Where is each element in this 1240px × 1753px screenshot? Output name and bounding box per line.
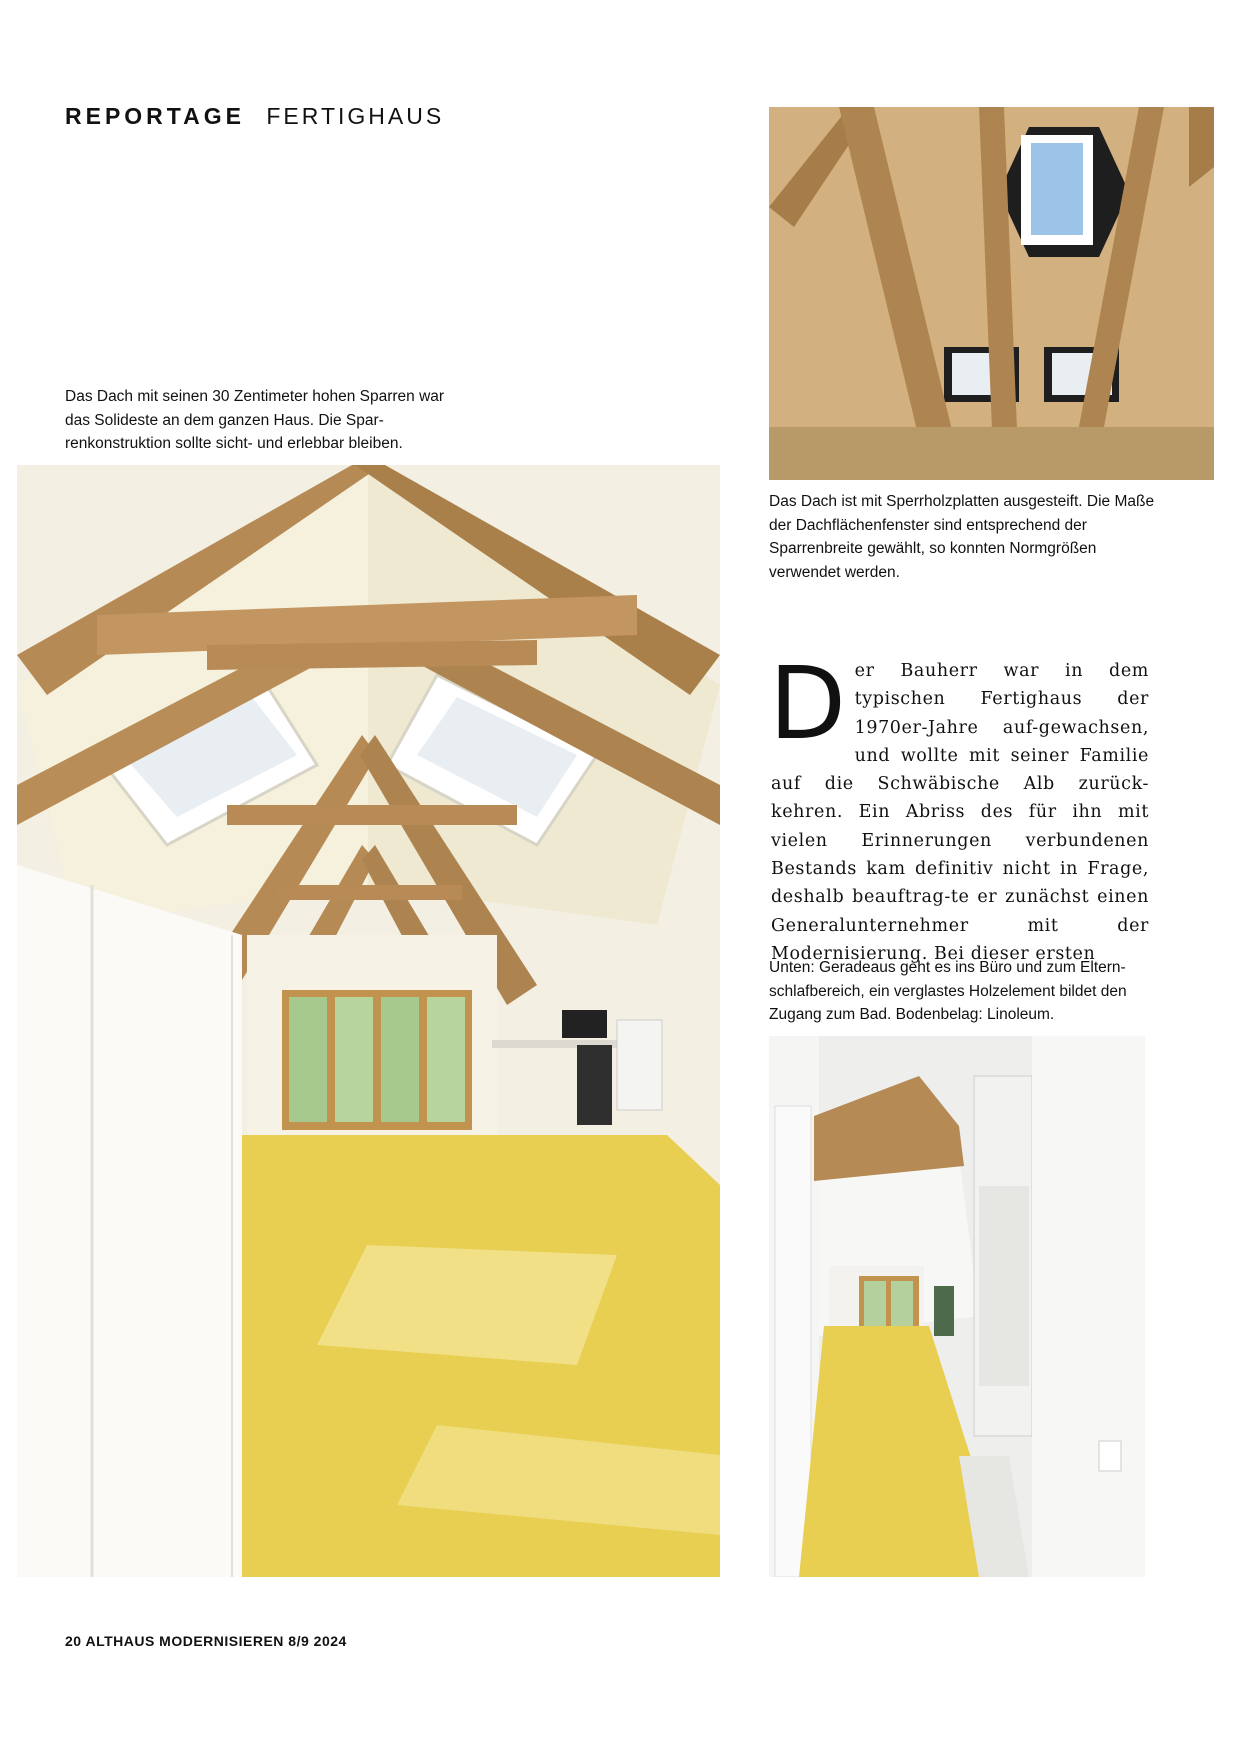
section-header — [65, 103, 444, 130]
section-topic: FERTIGHAUS — [266, 103, 445, 129]
article-body — [769, 645, 1149, 968]
article-text: er Bauherr war in dem typischen Fertighaus der 1970er-Jahre auf-gewachsen, und wollte mit seiner Familie auf die Schwäbische Alb zurück-kehren. Ein Abriss des für ihn mit vielen Erinnerungen verbundenen Bestands kam definitiv nicht in Frage, deshalb beauftrag-te er zunächst einen Generalunternehmer mit der Modernisierung. Bei dieser ersten — [771, 661, 1149, 964]
attic-room-photo — [17, 465, 720, 1577]
page-footer — [65, 1633, 347, 1649]
roof-construction-caption: Das Dach ist mit Sperrholzplatten ausgesteift. Die Maße der Dachflächenfenster sind entsprechend der Sparrenbreite gewählt, so konnten Normgrößen verwendet werden. — [769, 493, 1155, 581]
page-number: 20 — [65, 1633, 82, 1649]
article-dropcap: D — [769, 645, 847, 762]
main-photo-caption: Das Dach mit seinen 30 Zentimeter hohen Sparren war das Solideste an dem ganzen Haus. Die Spar-renkonstruktion sollte sicht- und erlebbar bleiben. — [65, 388, 445, 452]
hallway-caption: Unten: Geradeaus geht es ins Büro und zum Eltern-schlafbereich, ein verglastes Holzelement bildet den Zugang zum Bad. Bodenbelag: Linoleum. — [769, 959, 1127, 1023]
magazine-issue: ALTHAUS MODERNISIEREN 8/9 2024 — [85, 1633, 347, 1649]
hallway-photo — [769, 1036, 1145, 1577]
section-kicker: REPORTAGE — [65, 103, 245, 129]
roof-construction-photo — [769, 107, 1214, 480]
